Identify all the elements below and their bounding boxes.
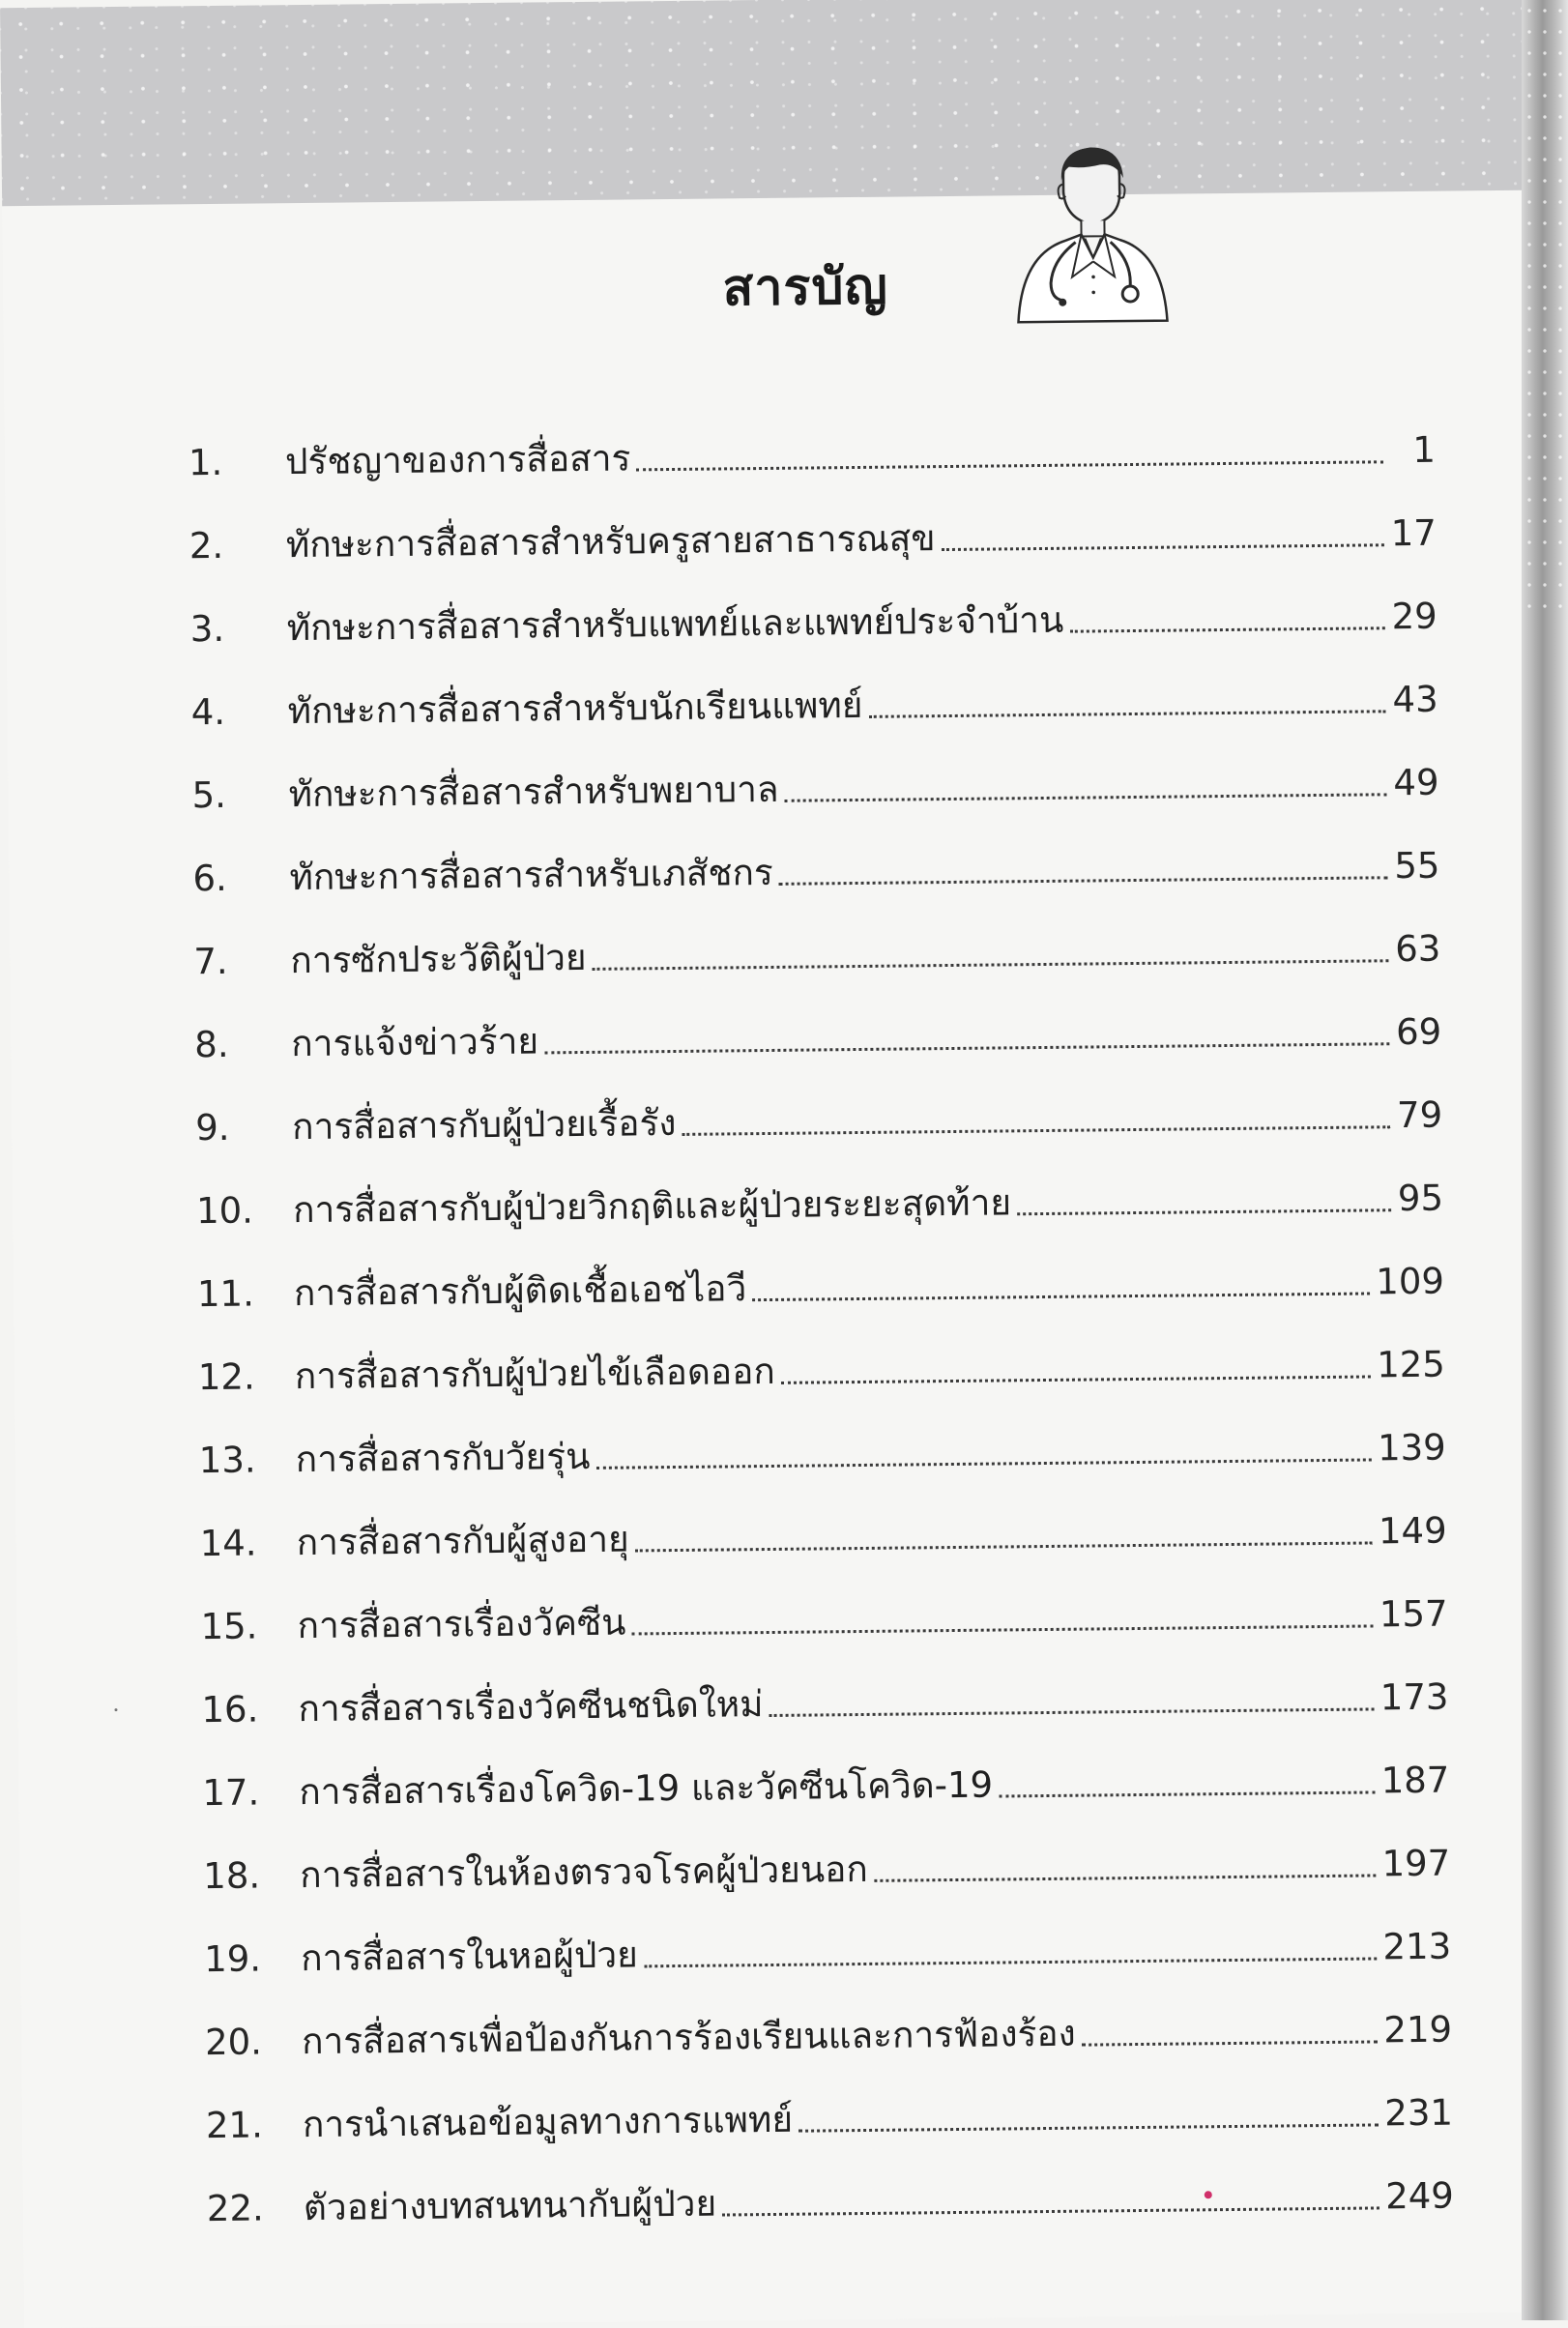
toc-number: 22. bbox=[206, 2187, 264, 2230]
toc-number: 11. bbox=[196, 1272, 255, 1316]
toc-number: 19. bbox=[203, 1937, 262, 1981]
dot-leader bbox=[644, 1957, 1378, 1967]
toc-number: 18. bbox=[203, 1854, 261, 1898]
toc-entry[interactable] bbox=[193, 896, 1441, 987]
toc-title: การสื่อสารเรื่องโควิด-19 และวัคซีนโควิด-19 bbox=[299, 1763, 994, 1814]
toc-title: ทักษะการสื่อสารสำหรับนักเรียนแพทย์ bbox=[287, 684, 863, 733]
toc-entry[interactable] bbox=[195, 1062, 1443, 1153]
toc-number: 10. bbox=[195, 1189, 254, 1233]
toc-page-number: 197 bbox=[1381, 1842, 1451, 1885]
dot-leader bbox=[869, 710, 1386, 718]
toc-entry[interactable] bbox=[202, 1728, 1450, 1819]
toc-title: การสื่อสารในหอผู้ป่วย bbox=[300, 1934, 639, 1980]
toc-page-number: 29 bbox=[1391, 595, 1437, 638]
toc-title: การนำเสนอข้อมูลทางการแพทย์ bbox=[302, 2098, 794, 2146]
dot-leader bbox=[722, 2206, 1379, 2216]
toc-number: 5. bbox=[191, 773, 227, 817]
toc-page-number: 95 bbox=[1397, 1177, 1444, 1220]
toc-number: 3. bbox=[189, 607, 225, 651]
toc-title: ทักษะการสื่อสารสำหรับพยาบาล bbox=[288, 768, 779, 816]
toc-entry[interactable] bbox=[194, 979, 1442, 1070]
toc-number: 20. bbox=[204, 2021, 263, 2064]
toc-title: ทักษะการสื่อสารสำหรับเภสัชกร bbox=[289, 851, 773, 899]
dot-leader bbox=[1017, 1208, 1391, 1215]
dot-leader bbox=[682, 1125, 1391, 1136]
toc-page-number: 149 bbox=[1378, 1509, 1447, 1553]
toc-entry[interactable] bbox=[205, 1977, 1453, 2068]
toc-number: 9. bbox=[194, 1106, 230, 1149]
toc-page-number: 55 bbox=[1394, 844, 1440, 888]
dot-leader bbox=[1069, 626, 1384, 632]
doctor-icon bbox=[1007, 141, 1174, 327]
toc-page-number: 219 bbox=[1383, 2008, 1453, 2052]
toc-number: 8. bbox=[194, 1023, 229, 1066]
toc-entry[interactable] bbox=[206, 2143, 1454, 2234]
toc-number: 7. bbox=[193, 940, 228, 983]
toc-page-number: 173 bbox=[1379, 1675, 1449, 1719]
toc-title: การสื่อสารเรื่องวัคซีนชนิดใหม่ bbox=[298, 1683, 764, 1731]
toc-title: การซักประวัติผู้ป่วย bbox=[290, 936, 587, 982]
toc-entry[interactable] bbox=[205, 2060, 1453, 2151]
dot-leader bbox=[942, 543, 1384, 551]
toc-entry[interactable] bbox=[189, 564, 1437, 655]
header-band bbox=[0, 0, 1524, 206]
table-of-contents bbox=[188, 397, 1455, 2230]
toc-title: การสื่อสารกับผู้สูงอายุ bbox=[296, 1518, 629, 1564]
toc-entry[interactable] bbox=[190, 647, 1438, 738]
toc-entry[interactable] bbox=[203, 1811, 1451, 1902]
dot-leader bbox=[593, 959, 1389, 971]
dot-leader bbox=[635, 1541, 1373, 1552]
toc-entry[interactable] bbox=[191, 730, 1439, 821]
toc-number: 1. bbox=[188, 441, 223, 484]
toc-title: การสื่อสารกับผู้ป่วยไข้เลือดออก bbox=[294, 1350, 776, 1398]
toc-title: การสื่อสารในห้องตรวจโรคผู้ป่วยนอก bbox=[300, 1848, 869, 1897]
toc-title: ตัวอย่างบทสนทนากับผู้ป่วย bbox=[303, 2182, 717, 2229]
toc-title: การสื่อสารกับผู้ป่วยวิกฤติและผู้ป่วยระยะสุดท้าย bbox=[292, 1181, 1012, 1232]
toc-page-number: 249 bbox=[1384, 2174, 1455, 2218]
toc-page-number: 43 bbox=[1392, 678, 1438, 721]
toc-number: 6. bbox=[192, 857, 228, 900]
dot-leader bbox=[779, 876, 1388, 886]
toc-page-number: 125 bbox=[1376, 1343, 1446, 1386]
toc-title: การสื่อสารกับวัยรุ่น bbox=[295, 1435, 591, 1481]
toc-title: การแจ้งข่าวร้าย bbox=[291, 1020, 539, 1065]
toc-number: 13. bbox=[198, 1439, 256, 1482]
toc-number: 16. bbox=[201, 1688, 259, 1731]
toc-title: ทักษะการสื่อสารสำหรับแพทย์และแพทย์ประจำบ้าน bbox=[286, 598, 1064, 650]
page-title: สารบัญ bbox=[722, 257, 889, 318]
toc-page-number: 49 bbox=[1393, 761, 1439, 804]
toc-number: 12. bbox=[197, 1355, 255, 1399]
toc-page-number: 1 bbox=[1412, 428, 1437, 471]
toc-entry[interactable] bbox=[200, 1561, 1448, 1652]
toc-page-number: 139 bbox=[1377, 1426, 1446, 1470]
toc-entry[interactable] bbox=[188, 397, 1436, 488]
toc-entry[interactable] bbox=[196, 1146, 1444, 1237]
toc-entry[interactable] bbox=[197, 1312, 1445, 1403]
dot-leader bbox=[999, 1790, 1376, 1797]
toc-page-number: 17 bbox=[1390, 511, 1437, 555]
dot-leader bbox=[595, 1458, 1372, 1469]
dot-leader bbox=[1082, 2040, 1379, 2046]
toc-entry[interactable] bbox=[204, 1894, 1452, 1985]
toc-entry[interactable] bbox=[198, 1395, 1446, 1486]
toc-title: ปรัชญาของการสื่อสาร bbox=[284, 437, 631, 483]
toc-page-number: 109 bbox=[1376, 1260, 1445, 1303]
dot-leader bbox=[637, 460, 1384, 471]
toc-page-number: 213 bbox=[1382, 1925, 1452, 1968]
dot-leader bbox=[752, 1292, 1370, 1301]
toc-entry[interactable] bbox=[201, 1644, 1449, 1735]
toc-number: 14. bbox=[199, 1522, 257, 1565]
dot-leader bbox=[544, 1042, 1389, 1054]
toc-entry[interactable] bbox=[199, 1478, 1447, 1569]
dot-leader bbox=[874, 1874, 1377, 1881]
toc-title: การสื่อสารเพื่อป้องกันการร้องเรียนและการฟ้องร้อง bbox=[301, 2012, 1076, 2063]
dot-leader bbox=[785, 793, 1387, 802]
toc-title: การสื่อสารกับผู้ป่วยเรื้อรัง bbox=[291, 1101, 677, 1149]
edge-pattern bbox=[1522, 0, 1568, 619]
toc-number: 17. bbox=[202, 1771, 260, 1815]
toc-entry[interactable] bbox=[196, 1229, 1444, 1320]
toc-number: 15. bbox=[200, 1605, 258, 1648]
toc-entry[interactable] bbox=[192, 813, 1440, 904]
toc-number: 4. bbox=[190, 690, 226, 734]
dot-leader bbox=[799, 2123, 1379, 2132]
paper-speck bbox=[114, 1708, 117, 1711]
toc-entry[interactable] bbox=[189, 480, 1437, 571]
dot-leader bbox=[769, 1707, 1375, 1717]
toc-page-number: 63 bbox=[1394, 927, 1441, 971]
toc-page-number: 157 bbox=[1379, 1592, 1448, 1636]
toc-title: การสื่อสารเรื่องวัคซีน bbox=[297, 1601, 626, 1647]
ink-mark bbox=[1205, 2191, 1212, 2198]
dot-leader bbox=[781, 1375, 1371, 1383]
toc-title: ทักษะการสื่อสารสำหรับครูสายสาธารณสุข bbox=[285, 517, 936, 567]
toc-page-number: 231 bbox=[1384, 2091, 1454, 2135]
dot-leader bbox=[632, 1624, 1375, 1635]
toc-page-number: 187 bbox=[1380, 1759, 1450, 1802]
page-edge-shadow bbox=[1522, 0, 1568, 2320]
toc-title: การสื่อสารกับผู้ติดเชื้อเอชไอวี bbox=[293, 1267, 747, 1315]
toc-page-number: 69 bbox=[1395, 1010, 1442, 1054]
toc-page-number: 79 bbox=[1396, 1093, 1443, 1137]
toc-number: 2. bbox=[189, 524, 224, 567]
toc-number: 21. bbox=[205, 2104, 264, 2147]
